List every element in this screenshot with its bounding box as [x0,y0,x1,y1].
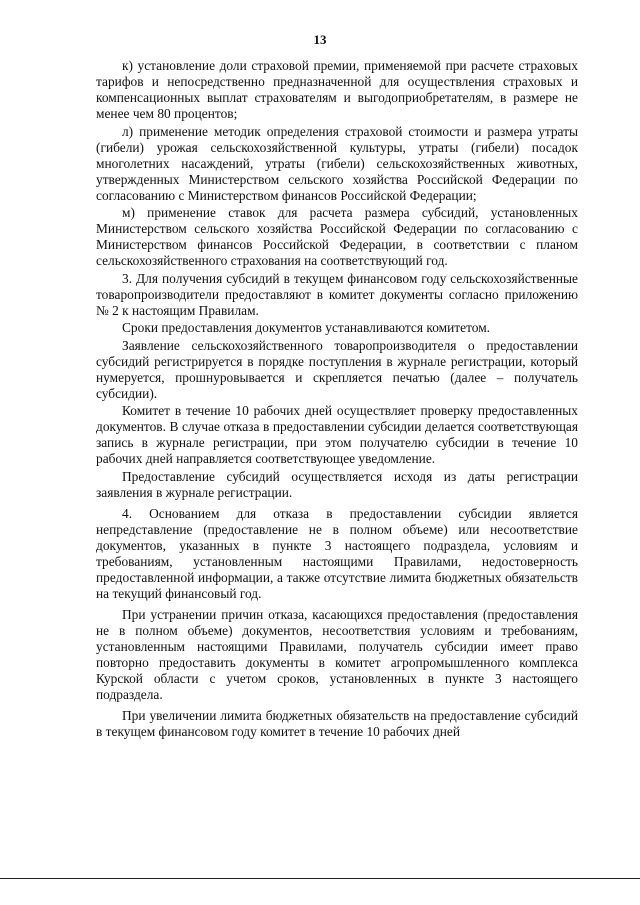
paragraph-l: л) применение методик определения страховой стоимости и размера утраты (гибели) урожая сельскохозяйственной культуры, утраты (гибели) посадок многолетних насаждений, утраты (гибели) сельскохозяйственных животных, утвержденных Министерством сельского хозяйства Российской Федерации по согласованию с Министерством финансов Российской Федерации; [96,123,578,203]
paragraph-3: 3. Для получения субсидий в текущем финансовом году сельскохозяйственные товаропроизводители предоставляют в комитет документы согласно приложению № 2 к настоящим Правилам. [96,270,578,318]
document-body [96,58,578,741]
paragraph-4: 4. Основанием для отказа в предоставлении субсидии является непредставление (предоставление не в полном объеме) или несоответствие документов, указанных в пункте 3 настоящего подраздела, условиям и требованиям, установленным настоящими Правилами, недостоверность предоставленной информации, а также отсутствие лимита бюджетных обязательств на текущий финансовый год. [96,505,578,601]
paragraph-committee-review: Комитет в течение 10 рабочих дней осуществляет проверку предоставленных документов. В случае отказа в предоставлении субсидии делается соответствующая запись в журнале регистрации, при этом получателю субсидии в течение 10 рабочих дней направляется соответствующее уведомление. [96,403,578,466]
paragraph-limit-increase: При увеличении лимита бюджетных обязательств на предоставление субсидий в текущем финансовом году комитет в течение 10 рабочих дней [96,707,578,739]
paragraph-provision-order: Предоставление субсидий осуществляется исходя из даты регистрации заявления в журнале регистрации. [96,468,578,500]
paragraph-application: Заявление сельскохозяйственного товаропроизводителя о предоставлении субсидий регистрируется в порядке поступления в журнале регистрации, который нумеруется, прошнуровывается и скрепляется печатью (далее – получатель субсидии). [96,337,578,401]
bottom-divider [0,878,640,879]
paragraph-deadlines: Сроки предоставления документов устанавливаются комитетом. [122,320,491,335]
paragraph-resubmission: При устранении причин отказа, касающихся предоставления (предоставления не в полном объеме) документов, несоответствия условиям и требованиям, установленным настоящими Правилами, получатель субсидии имеет право повторно предоставить документы в комитет агропромышленного комплекса Курской области с учетом сроков, установленных в пункте 3 настоящего подраздела. [96,606,578,702]
page-number: 13 [313,32,327,47]
paragraph-m: м) применение ставок для расчета размера субсидий, установленных Министерством сельского хозяйства Российской Федерации по согласованию с Министерством финансов Российской Федерации, в соответствии с планом сельскохозяйственного страхования на соответствующий год. [96,205,578,268]
paragraph-k: к) установление доли страховой премии, применяемой при расчете страховых тарифов и непосредственно предназначенной для осуществления страховых и компенсационных выплат страхователям и выгодоприобретателям, в размере не менее чем 80 процентов; [96,58,578,121]
